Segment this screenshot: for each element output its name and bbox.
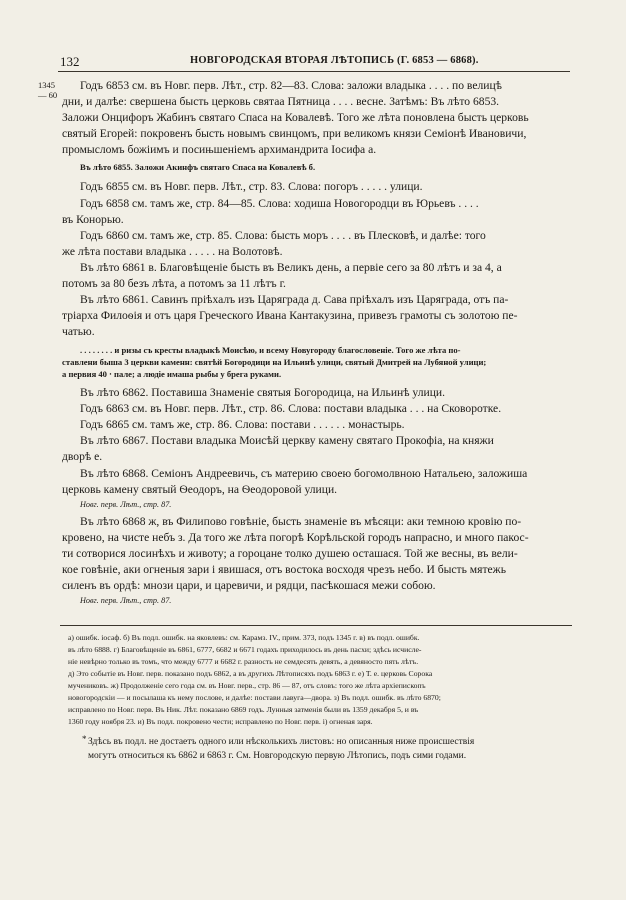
text-line: же лѣта постави владыка . . . . . на Волотовѣ. (62, 245, 283, 258)
footnote-line: въ лѣто 6888. г) Благовѣщеніе въ 6861, 6777, 6682 и 6671 годахъ приходилось въ день пасхи; здѣсь исчисле- (68, 645, 422, 654)
note-line: могутъ относиться къ 6862 и 6863 г. См. Новгородскую первую Лѣтопись, подъ сими годами. (88, 751, 467, 761)
text-line: кровено, на чисте небъ з. Да того же лѣта погорѣ Корѣльской городъ напрасно, и много пакос- (62, 531, 529, 544)
footnote-rule (60, 625, 572, 626)
text-line: Въ лѣто 6867. Постави владыка Моисѣй церкву камену святаго Прокофіа, на княжи (80, 434, 494, 447)
note-asterisk: * (82, 734, 87, 744)
text-line: Въ лѣто 6868 ж, въ Филипово говѣніе, бысть знаменіе въ мѣсяци: аки темною кровію по- (80, 515, 522, 528)
text-line: кое говѣніе, аки огненыя зари і явишася, отъ востока восходя чрезъ небо. И бысть мятежь (62, 563, 506, 576)
page-number: 132 (60, 54, 80, 69)
footnote-line: 1360 году ноября 23. и) Въ подл. покровено чести; исправлено по Новг. перв. і) огненая заря. (68, 717, 373, 726)
text-line: промысломъ божіимъ и посињшеніемъ архимандрита Іосифа а. (62, 143, 377, 156)
footnote-line: а) ошибк. іосаф. б) Въ подл. ошибк. на яковлевъ: см. Карамз. IV., прим. 373, подъ 1345 г. в) въ подл. ошибк. (68, 633, 420, 642)
text-line: въ Конорью. (62, 213, 124, 226)
header-rule (58, 71, 570, 72)
text-line: потомъ за 80 безъ лѣта, а потомъ за 11 лѣтъ г. (62, 277, 286, 290)
text-line: Въ лѣто 6862. Поставиша Знаменіе святыя Богородица, на Ильинѣ улици. (80, 386, 446, 399)
text-line: святый Егорей: покровенъ бысть новымъ свинцомъ, при великомъ князи Семіонѣ Ивановичи, (62, 127, 527, 140)
footnote-line: мучениковъ. ж) Продолженіе сего года см. въ Новг. перв., стр. 86 — 87, отъ словъ: того же лѣта архіепископъ (68, 681, 426, 690)
text-line: Годъ 6860 см. тамъ же, стр. 85. Слова: бысть моръ . . . . въ Плесковѣ, и далѣе: того (80, 229, 486, 242)
text-line: церковь камену святый Ѳеодоръ, на Ѳеодоровой улици. (62, 483, 338, 496)
footnote-line: ніе невѣрно только въ томъ, что между 6777 и 6682 г. разность не семдесять девять, а девяносто пять лѣтъ. (68, 657, 419, 666)
text-line: ти сотворися лосинѣхъ и животу; а гороцане толко душею осташася. Той же весны, въ вели- (62, 547, 518, 560)
footnote-line: исправлено по Новг. перв. Въ Ник. Лѣт. показано 6869 годъ. Лунныя затменія были въ 1359 декабря 5, и въ (68, 705, 419, 714)
text-line: Заложи Онцифоръ Жабинъ святаго Спаса на Ковалевѣ. Того же лѣта поновлена бысть церковь (62, 111, 529, 124)
text-line: тріарха Филоѳія и отъ царя Греческого Ивана Кантакузина, привезъ грамоты съ золотою пе- (62, 309, 518, 322)
text-line: Въ лѣто 6861. Савинъ пріѣхалъ изъ Царяграда д. Сава пріѣхалъ изъ Царяграда, отъ па- (80, 293, 509, 306)
margin-year-range: 1345 — 60 (38, 80, 58, 100)
variant-reading-line: Въ лѣто 6855. Заложи Акинфъ святаго Спаса на Ковалевѣ б. (80, 162, 316, 172)
footnote-line: новогородскiи — и посылаша къ нему послове, и далѣе: постави лавуга—двора. з) Въ подл. ошибк. въ лѣто 6870; (68, 693, 441, 702)
text-line: силенъ въ ордѣ: мнози цари, и царевичи, и рядци, пасѣкошася межи собою. (62, 579, 436, 592)
text-line: Въ лѣто 6861 в. Благовѣщеніе бысть въ Великъ день, а первіе сего за 80 лѣтъ и за 4, а (80, 261, 502, 274)
text-line: Годъ 6863 см. въ Новг. перв. Лѣт., стр. 86. Слова: постави владыка . . . на Сковоротке. (80, 402, 502, 415)
running-head-title: НОВГОРОДСКАЯ ВТОРАЯ ЛѢТОПИСЬ (Г. 6853 — 6868). (190, 55, 479, 66)
text-line: чатью. (62, 325, 95, 338)
text-line: дни, и далѣе: свершена бысть церковь святаа Пятница . . . . весне. Затѣмъ: Въ лѣто 6853. (62, 95, 500, 108)
text-line: Годъ 6855 см. въ Новг. перв. Лѣт., стр. 83. Слова: погоръ . . . . . улици. (80, 180, 423, 193)
note-line: Здѣсь въ подл. не достаетъ одного или нѣсколькихъ листовъ: но описанныя ниже происшествія (88, 737, 475, 747)
text-line: Годъ 6853 см. въ Новг. перв. Лѣт., стр. 82—83. Слова: заложи владыка . . . . по велицѣ (80, 79, 502, 92)
text-line: Годъ 6858 см. тамъ же, стр. 84—85. Слова: ходиша Новогородци въ Юрьевъ . . . . (80, 197, 479, 210)
variant-reading-line: а первия 40 ‧ пале; а людіе имаша рыбы у брега руками. (62, 369, 282, 379)
text-line: Въ лѣто 6868. Семіонъ Андреевичь, съ материю своею богомолвною Натальею, заложиша (80, 467, 528, 480)
variant-reading-line: . . . . . . . . и ризы съ кресты владыкѣ Моисѣю, и всему Новугороду благословеніе. Того же лѣта по- (80, 345, 461, 355)
source-reference: Новг. перв. Лѣт., стр. 87. (80, 500, 172, 509)
text-line: Годъ 6865 см. тамъ же, стр. 86. Слова: постави . . . . . . монастырь. (80, 418, 405, 431)
footnote-line: д) Это событіе въ Новг. перв. показано подъ 6862, а въ другихъ Лѣтописяхъ подъ 6863 г. е) Т. е. церковь Сорока (68, 669, 433, 678)
text-line: дворѣ е. (62, 450, 103, 463)
source-reference: Новг. перв. Лѣт., стр. 87. (80, 596, 172, 605)
variant-reading-line: ставлени быша 3 церкви каменн: святѣй Богородици на Ильинѣ улици, святый Дмитрей на Лубяной улици; (62, 357, 487, 367)
